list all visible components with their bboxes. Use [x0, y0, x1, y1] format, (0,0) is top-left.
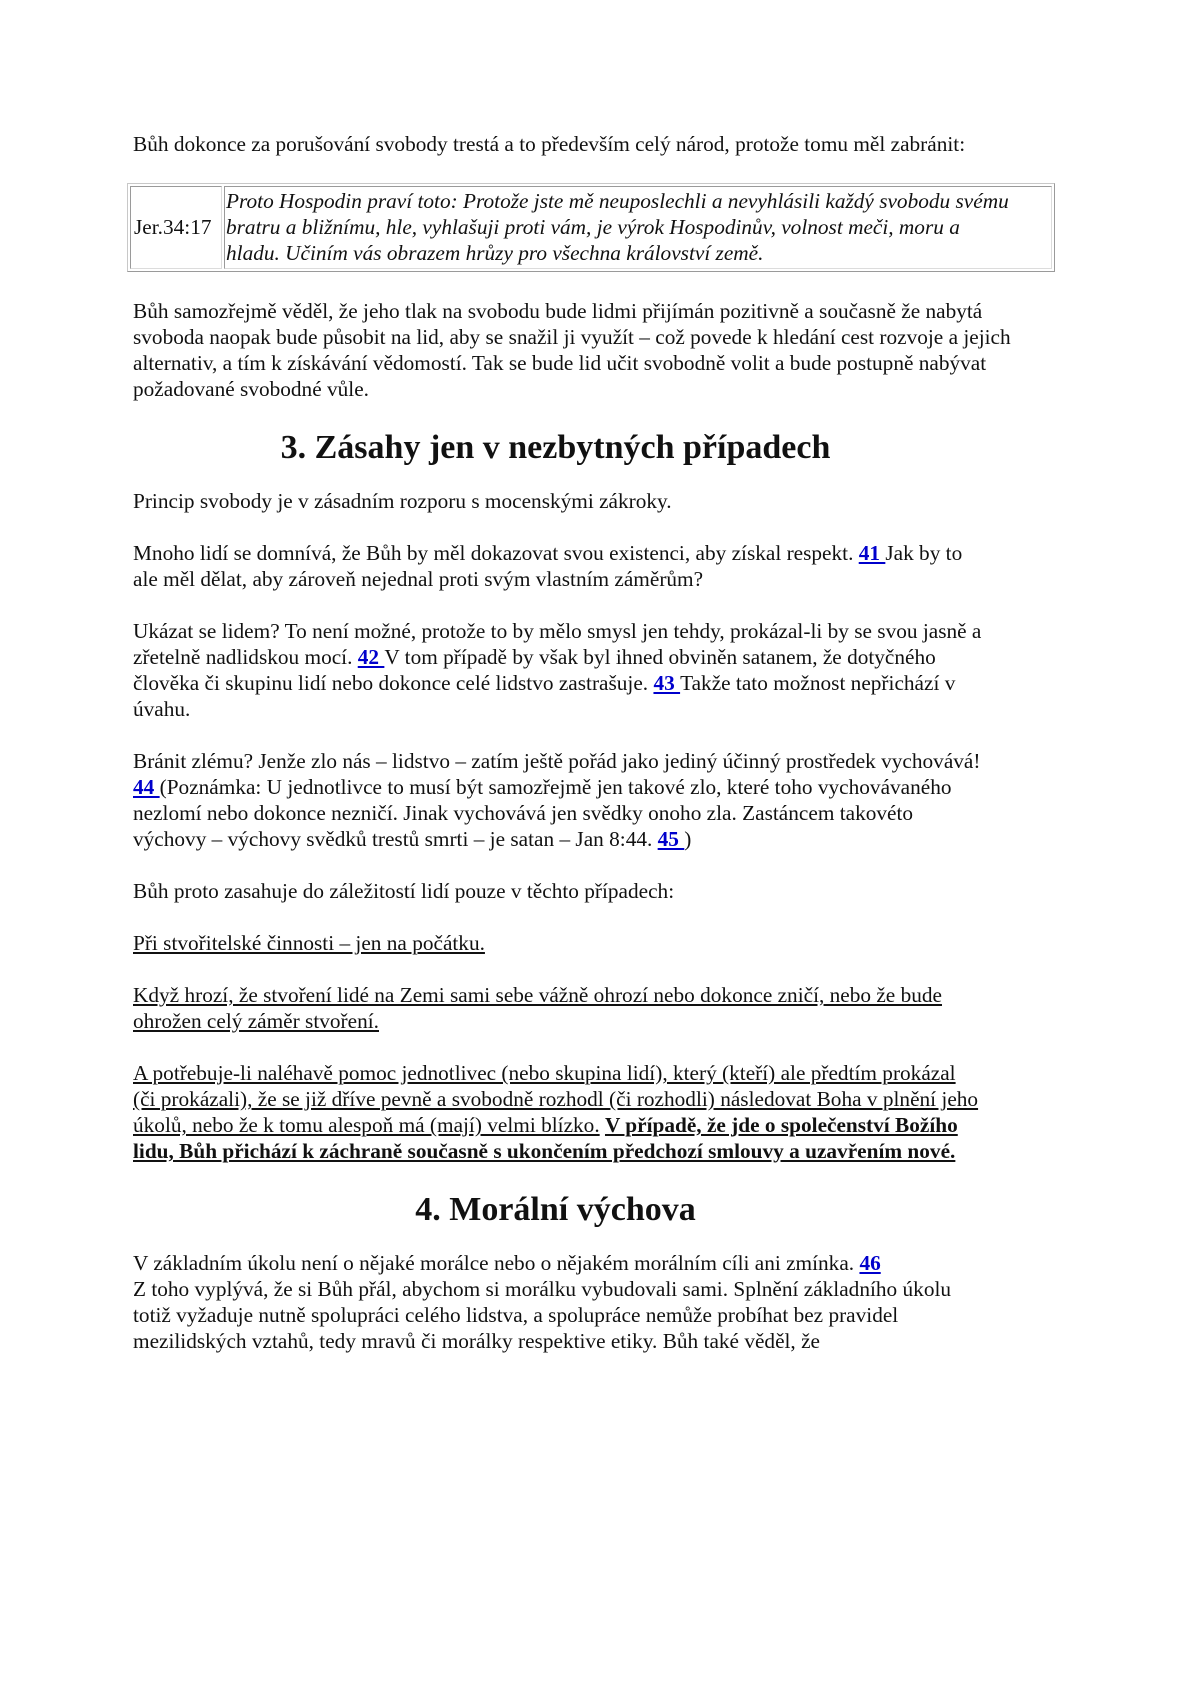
intervention-case-1: Při stvořitelské činnosti – jen na počátku. — [133, 931, 485, 955]
footnote-link-43[interactable]: 43 — [653, 671, 681, 695]
footnote-link-44[interactable]: 44 — [133, 775, 160, 799]
text-span: V základním úkolu není o nějaké morálce nebo o nějakém morálním cíli ani zmínka. — [133, 1251, 860, 1275]
scripture-reference: Jer.34:17 — [130, 186, 222, 269]
intro-paragraph: Bůh dokonce za porušování svobody trestá a to především celý národ, protože tomu měl zabránit: — [133, 132, 966, 156]
section-3-paragraph-1: Princip svobody je v zásadním rozporu s mocenskými zákroky. — [133, 489, 672, 513]
section-4-paragraph-1 — [133, 1250, 983, 1354]
section-4-heading: 4. Morální výchova — [415, 1191, 696, 1228]
section-3-paragraph-3 — [133, 618, 983, 722]
text-span: Bránit zlému? Jenže zlo nás – lidstvo – zatím ještě pořád jako jediný účinný prostředek vychovává! — [133, 749, 981, 773]
text-span: ) — [684, 827, 692, 851]
emphasis-text: V případě, že jde o společenství Božího lidu, Bůh přichází k záchraně současně s ukončením předchozí smlouvy a uzavřením nové. — [133, 1113, 958, 1163]
section-3-paragraph-4 — [133, 748, 983, 852]
text-span: V tom případě by však byl ihned obviněn satanem, že dotyčného člověka či skupinu lidí nebo dokonce celé lidstvo zastrašuje. — [133, 645, 936, 695]
footnote-link-41[interactable]: 41 — [858, 541, 886, 565]
text-span: Mnoho lidí se domnívá, že Bůh by měl dokazovat svou existenci, aby získal respekt. — [133, 541, 859, 565]
text-span: (Poznámka: U jednotlivce to musí být samozřejmě jen takové zlo, které toho vychovávaného nezlomí nebo dokonce nezničí. Jinak vychovává jen svědky onoho zla. Zastáncem takovéto výchovy – výchovy svědků trestů smrti – je satan – Jan 8:44. — [133, 775, 952, 851]
text-span: Takže tato možnost nepřichází v úvahu. — [133, 671, 956, 721]
text-span: A potřebuje-li naléhavě pomoc jednotlivec (nebo skupina lidí), který (kteří) ale předtím prokázal (či prokázali), že se již dříve pevně a svobodně rozhodl (či rozhodli) následovat Boha v plnění jeho úkolů, nebo že k tomu alespoň má (mají) velmi blízko. — [133, 1061, 979, 1137]
text-span: Z toho vyplývá, že si Bůh přál, abychom si morálku vybudovali sami. Splnění základního úkolu totiž vyžaduje nutně spolupráci celého lidstva, a spolupráce nemůže probíhat bez pravidel mezilidských vztahů, tedy mravů či morálky respektive etiky. Bůh také věděl, že — [133, 1277, 952, 1353]
intervention-case-2: Když hrozí, že stvoření lidé na Zemi sami sebe vážně ohrozí nebo dokonce zničí, nebo že bude ohrožen celý záměr stvoření. — [133, 983, 942, 1033]
scripture-quote-table — [127, 183, 1055, 272]
footnote-link-46[interactable]: 46 — [859, 1251, 881, 1275]
text-span: Jak by to ale měl dělat, aby zároveň nejednal proti svým vlastním záměrům? — [133, 541, 963, 591]
section-3-paragraph-5: Bůh proto zasahuje do záležitostí lidí pouze v těchto případech: — [133, 879, 675, 903]
footnote-link-42[interactable]: 42 — [357, 645, 385, 669]
freedom-paragraph: Bůh samozřejmě věděl, že jeho tlak na svobodu bude lidmi přijímán pozitivně a současně že nabytá svoboda naopak bude působit na lid, aby se snažil ji využít – což povede k hledání cest rozvoje a jejich alternativ, a tím k získávání vědomostí. Tak se bude lid učit svobodně volit a bude postupně nabývat požadované svobodné vůle. — [133, 299, 1011, 401]
text-span: Ukázat se lidem? To není možné, protože to by mělo smysl jen tehdy, prokázal-li by se svou jasně a zřetelně nadlidskou mocí. — [133, 619, 982, 669]
section-3-paragraph-2 — [133, 540, 983, 592]
section-3-heading: 3. Zásahy jen v nezbytných případech — [280, 429, 831, 466]
intervention-case-3 — [133, 1060, 983, 1164]
table-row — [130, 186, 1052, 269]
scripture-text: Proto Hospodin praví toto: Protože jste mě neuposlechli a nevyhlásili každý svobodu svému bratru a bližnímu, hle, vyhlašuji proti vám, je výrok Hospodinův, volnost meči, moru a hladu. Učiním vás obrazem hrůzy pro všechna království země. — [224, 186, 1052, 269]
document-page — [133, 131, 1053, 1380]
footnote-link-45[interactable]: 45 — [657, 827, 685, 851]
